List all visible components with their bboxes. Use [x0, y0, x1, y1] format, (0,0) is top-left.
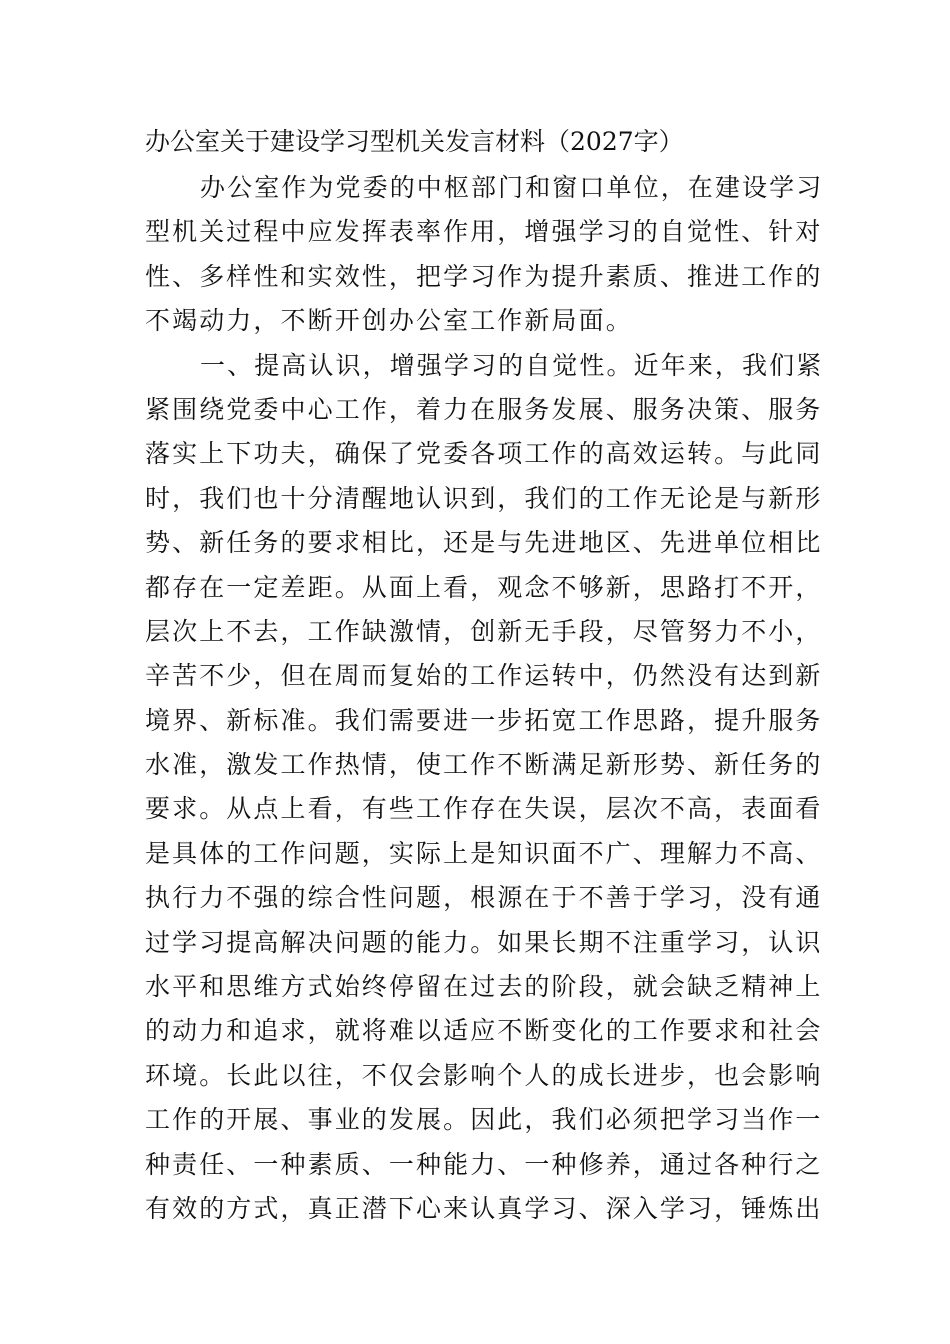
paragraph-intro	[145, 166, 824, 344]
text-line: 种责任、一种素质、一种能力、一种修养，通过各种行之	[145, 1149, 823, 1179]
text-line: 辛苦不少，但在周而复始的工作运转中，仍然没有达到新	[145, 661, 823, 691]
text-line: 水准，激发工作热情，使工作不断满足新形势、新任务的	[145, 750, 823, 780]
text-line: 工作的开展、事业的发展。因此，我们必须把学习当作一	[145, 1105, 823, 1135]
text-line: 过学习提高解决问题的能力。如果长期不注重学习，认识	[145, 927, 823, 957]
text-line: 层次上不去，工作缺激情，创新无手段，尽管努力不小，	[145, 616, 823, 646]
text-line: 紧围绕党委中心工作，着力在服务发展、服务决策、服务	[145, 394, 823, 424]
text-line: 的动力和追求，就将难以适应不断变化的工作要求和社会	[145, 1016, 823, 1046]
text-line: 境界、新标准。我们需要进一步拓宽工作思路，提升服务	[145, 705, 823, 735]
text-line: 执行力不强的综合性问题，根源在于不善于学习，没有通	[145, 883, 823, 913]
document-body	[145, 166, 824, 1231]
text-line: 落实上下功夫，确保了党委各项工作的高效运转。与此同	[145, 439, 823, 469]
text-line: 有效的方式，真正潜下心来认真学习、深入学习，锤炼出	[145, 1193, 823, 1223]
text-line: 势、新任务的要求相比，还是与先进地区、先进单位相比	[145, 528, 823, 558]
text-line: 时，我们也十分清醒地认识到，我们的工作无论是与新形	[145, 483, 823, 513]
document-title: 办公室关于建设学习型机关发言材料（2027字）	[145, 127, 684, 156]
text-line: 水平和思维方式始终停留在过去的阶段，就会缺乏精神上	[145, 972, 823, 1002]
paragraph-section-one	[145, 344, 824, 1232]
text-line: 性、多样性和实效性，把学习作为提升素质、推进工作的	[145, 261, 823, 291]
text-line: 环境。长此以往，不仅会影响个人的成长进步，也会影响	[145, 1060, 823, 1090]
text-line: 办公室作为党委的中枢部门和窗口单位，在建设学习	[200, 173, 824, 202]
text-line: 型机关过程中应发挥表率作用，增强学习的自觉性、针对	[145, 217, 823, 247]
text-line: 要求。从点上看，有些工作存在失误，层次不高，表面看	[145, 794, 823, 824]
text-line: 一、提高认识，增强学习的自觉性。近年来，我们紧	[200, 350, 824, 380]
text-line: 都存在一定差距。从面上看，观念不够新，思路打不开，	[145, 572, 823, 602]
text-line: 是具体的工作问题，实际上是知识面不广、理解力不高、	[145, 838, 823, 868]
text-line: 不竭动力，不断开创办公室工作新局面。	[145, 306, 633, 336]
